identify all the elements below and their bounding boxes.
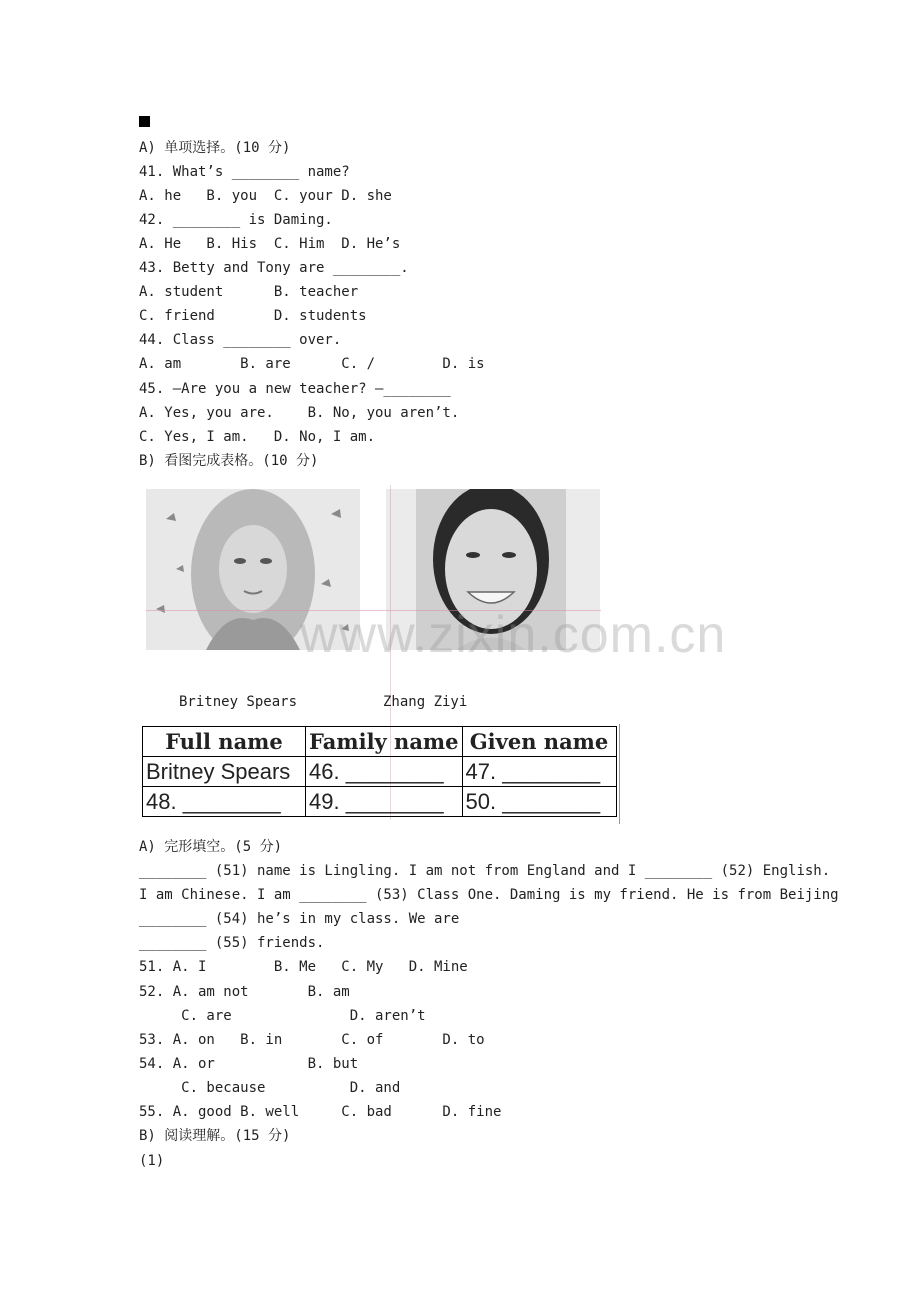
cloze-passage-line: I am Chinese. I am ________ (53) Class One. Daming is my friend. He is from Beijing bbox=[139, 887, 839, 903]
table-side-rule bbox=[619, 724, 620, 824]
cloze-passage-line: ________ (55) friends. bbox=[139, 935, 325, 951]
cloze-option-52a: 52. A. am not B. am bbox=[139, 984, 350, 1000]
cloze-option-54b: C. because D. and bbox=[139, 1080, 401, 1096]
table-cell-blank-50: 50. ________ bbox=[462, 787, 616, 817]
cloze-option-53: 53. A. on B. in C. of D. to bbox=[139, 1032, 485, 1048]
cloze-option-54a: 54. A. or B. but bbox=[139, 1056, 359, 1072]
question-44: 44. Class ________ over. bbox=[139, 332, 342, 348]
question-43: 43. Betty and Tony are ________. bbox=[139, 260, 409, 276]
name-table bbox=[142, 726, 617, 817]
table-row bbox=[143, 757, 617, 787]
caption-zhang: Zhang Ziyi bbox=[383, 694, 468, 710]
section-a-heading: A) 单项选择。(10 分) bbox=[139, 140, 291, 156]
question-44-options: A. am B. are C. / D. is bbox=[139, 356, 485, 372]
caption-britney: Britney Spears bbox=[179, 694, 298, 710]
bullet-square bbox=[139, 116, 150, 127]
cloze-option-52b: C. are D. aren’t bbox=[139, 1008, 426, 1024]
question-41: 41. What’s ________ name? bbox=[139, 164, 350, 180]
reading-heading: B) 阅读理解。(15 分) bbox=[139, 1128, 291, 1144]
question-43-options-2: C. friend D. students bbox=[139, 308, 367, 324]
reading-part-label: (1) bbox=[139, 1153, 165, 1169]
watermark: www.zixin.com.cn bbox=[300, 606, 727, 664]
header-full-name: Full name bbox=[143, 727, 306, 757]
cloze-heading: A) 完形填空。(5 分) bbox=[139, 839, 283, 855]
cloze-passage-line: ________ (54) he’s in my class. We are bbox=[139, 911, 460, 927]
question-45-options-1: A. Yes, you are. B. No, you aren’t. bbox=[139, 405, 460, 421]
table-cell-blank-48: 48. ________ bbox=[143, 787, 306, 817]
cloze-option-55: 55. A. good B. well C. bad D. fine bbox=[139, 1104, 502, 1120]
cloze-passage-line: ________ (51) name is Lingling. I am not from England and I ________ (52) English. bbox=[139, 863, 831, 879]
table-cell-blank-49: 49. ________ bbox=[306, 787, 463, 817]
question-45-options-2: C. Yes, I am. D. No, I am. bbox=[139, 429, 376, 445]
header-given-name: Given name bbox=[462, 727, 616, 757]
table-cell: Britney Spears bbox=[143, 757, 306, 787]
question-42-options: A. He B. His C. Him D. He’s bbox=[139, 236, 401, 252]
question-42: 42. ________ is Daming. bbox=[139, 212, 333, 228]
question-41-options: A. he B. you C. your D. she bbox=[139, 188, 392, 204]
table-header-row bbox=[143, 727, 617, 757]
table-cell-blank-47: 47. ________ bbox=[462, 757, 616, 787]
section-b-heading: B) 看图完成表格。(10 分) bbox=[139, 453, 319, 469]
question-43-options-1: A. student B. teacher bbox=[139, 284, 359, 300]
table-row bbox=[143, 787, 617, 817]
cloze-option-51: 51. A. I B. Me C. My D. Mine bbox=[139, 959, 468, 975]
table-cell-blank-46: 46. ________ bbox=[306, 757, 463, 787]
question-45: 45. —Are you a new teacher? —________ bbox=[139, 381, 451, 397]
header-family-name: Family name bbox=[306, 727, 463, 757]
